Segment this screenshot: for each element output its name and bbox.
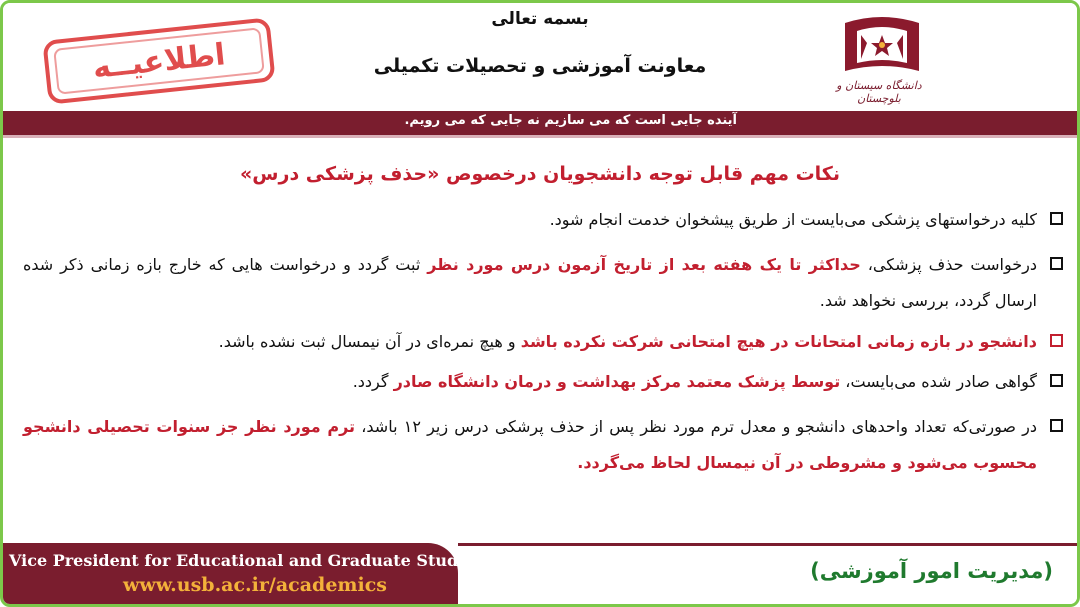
bullet-text: گردد. (352, 372, 394, 391)
announcement-stamp (42, 17, 275, 104)
list-item (23, 329, 1063, 355)
checkbox-icon (1050, 419, 1063, 432)
motto-band (3, 111, 1077, 135)
bullet-highlight: ترم مورد نظر جز سنوات تحصیلی دانشجو محسوب می‌شود و مشروطی در آن نیمسال لحاظ می‌گردد. (23, 417, 1037, 472)
notice-list (23, 207, 1063, 491)
bullet-highlight: دانشجو در بازه زمانی امتحانات در هیچ امتحانی شرکت نکرده باشد (520, 332, 1037, 351)
list-item (23, 207, 1063, 233)
bismillah: بسمه تعالی (491, 9, 589, 29)
bullet-text: درخواست حذف پزشکی، (860, 255, 1038, 274)
list-item (23, 369, 1063, 395)
checkbox-icon (1050, 334, 1063, 347)
checkbox-icon (1050, 374, 1063, 387)
vice-president-title: معاونت آموزشی و تحصیلات تکمیلی (373, 55, 707, 77)
stamp-text: اطلاعیــه (91, 36, 227, 86)
notice-heading: نکات مهم قابل توجه دانشجویان درخصوص «حذف پزشکی درس» (240, 163, 840, 185)
office-name: (مدیریت امور آموزشی) (810, 559, 1053, 583)
bullet-text: گواهی صادر شده می‌بایست، (840, 372, 1037, 391)
bullet-text: کلیه درخواستهای پزشکی می‌بایست از طریق پیشخوان خدمت انجام شود. (549, 210, 1037, 229)
motto-accent-line (3, 135, 1077, 138)
footer-vp-english: Vice President for Educational and Graduate Studies (9, 551, 484, 570)
university-name: دانشگاه سیستان و بلوچستان (836, 79, 922, 105)
bullet-highlight: توسط پزشک معتمد مرکز بهداشت و درمان دانشگاه صادر (393, 372, 841, 391)
list-item (23, 247, 1063, 319)
footer-url-link[interactable]: www.usb.ac.ir/academics (123, 574, 387, 596)
footer-band (3, 543, 484, 604)
bullet-highlight: حداکثر تا یک هفته بعد از تاریخ آزمون درس مورد نظر (427, 255, 861, 274)
bullet-text: در صورتی‌که تعداد واحدهای دانشجو و معدل ترم مورد نظر پس از حذف پرشکی درس زیر ۱۲ باشد، (355, 417, 1038, 436)
checkbox-icon (1050, 212, 1063, 225)
bullet-text: و هیچ نمره‌ای در آن نیمسال ثبت نشده باشد. (218, 332, 521, 351)
footer (3, 543, 1077, 604)
footer-divider (458, 543, 1077, 546)
bullet-text: ثبت گردد و درخواست هایی که خارج بازه زمانی ذکر شده ارسال گردد، بررسی نخواهد شد. (23, 255, 1037, 310)
list-item (23, 409, 1063, 481)
checkbox-icon (1050, 257, 1063, 270)
main-content (3, 143, 1077, 538)
motto: آینده جایی است که می سازیم نه جایی که می رویم. (404, 113, 737, 128)
header (3, 3, 1077, 111)
